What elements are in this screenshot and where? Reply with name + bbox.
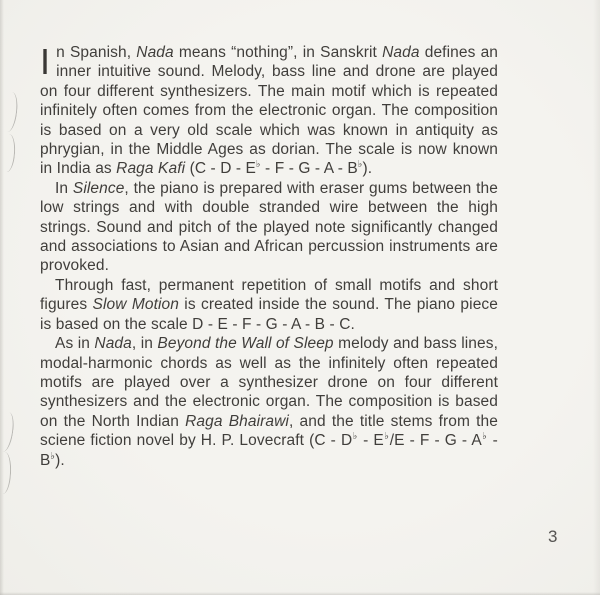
text-segment: Slow Motion bbox=[92, 296, 179, 314]
paragraph bbox=[40, 334, 498, 470]
text-segment: ). bbox=[362, 160, 373, 178]
paragraph bbox=[40, 43, 498, 179]
paragraph bbox=[40, 276, 498, 334]
text-segment: , in bbox=[131, 335, 158, 353]
scan-edge-left bbox=[0, 0, 4, 595]
liner-notes-text bbox=[40, 43, 498, 470]
text-segment: defines an inner intuitive sound. Melody, bass line and drone are played on four different synthesizers. The main motif which is repeated infinitely often comes from the electronic organ. The composition is based on a very old scale which was known in antiquity as phrygian, in the Middle Ages as dorian. The scale is now known in India as bbox=[40, 44, 499, 178]
text-segment: ♭ bbox=[256, 159, 261, 171]
text-segment: ♭ bbox=[50, 450, 56, 462]
text-segment: - E bbox=[358, 432, 384, 450]
text-segment: In bbox=[55, 179, 73, 197]
text-segment: Beyond the Wall of Sleep bbox=[157, 335, 334, 353]
text-segment: As in bbox=[55, 335, 95, 353]
scan-artifact-arc bbox=[0, 452, 12, 495]
drop-cap: I bbox=[40, 41, 51, 82]
paragraph bbox=[40, 179, 498, 276]
text-segment: , the piano is prepared with eraser gums between the low strings and with double stranded wire between the high strings. Sound and pitch of the played note significantly changed and associations to Asian and African percussion instruments are provoked. bbox=[40, 179, 498, 275]
text-segment: Nada bbox=[94, 335, 132, 353]
text-segment: Raga Bhairawi bbox=[185, 412, 289, 430]
text-segment: ♭ bbox=[383, 430, 390, 442]
scan-artifact-arc bbox=[0, 411, 16, 453]
text-segment: Silence bbox=[72, 179, 125, 197]
text-segment: n Spanish, bbox=[56, 44, 137, 61]
text-segment: is created inside the sound. The piano piece is based on the scale D - E - F - G - A - B - C. bbox=[40, 296, 498, 333]
text-segment: - F - G - A - B bbox=[260, 160, 358, 178]
text-segment: Raga Kafi bbox=[116, 160, 186, 178]
scan-edge-right bbox=[593, 0, 600, 595]
text-segment: ). bbox=[55, 451, 65, 469]
text-segment: ♭ bbox=[352, 430, 359, 442]
text-segment: melody and bass lines, modal-harmonic chords as well as the infinitely often repeated motifs are played over a synthesizer drone on four different synthesizers and the electronic organ. The composition is based on the North Indian bbox=[40, 335, 499, 430]
text-segment: Nada bbox=[382, 44, 420, 61]
text-segment: - B bbox=[40, 432, 498, 469]
text-segment: Through fast, permanent repetition of small motifs and short figures bbox=[40, 276, 498, 314]
text-segment: /E - F - G - A bbox=[389, 432, 482, 450]
text-segment: Nada bbox=[136, 44, 174, 61]
text-segment: , and the title stems from the sciene fiction novel by H. P. Lovecraft (C - D bbox=[40, 412, 499, 450]
text-segment: (C - D - E bbox=[185, 160, 256, 178]
page-number: 3 bbox=[548, 527, 558, 546]
text-segment: ♭ bbox=[357, 159, 363, 171]
text-segment: means “nothing”, in Sanskrit bbox=[173, 44, 383, 61]
text-segment: ♭ bbox=[481, 430, 488, 442]
